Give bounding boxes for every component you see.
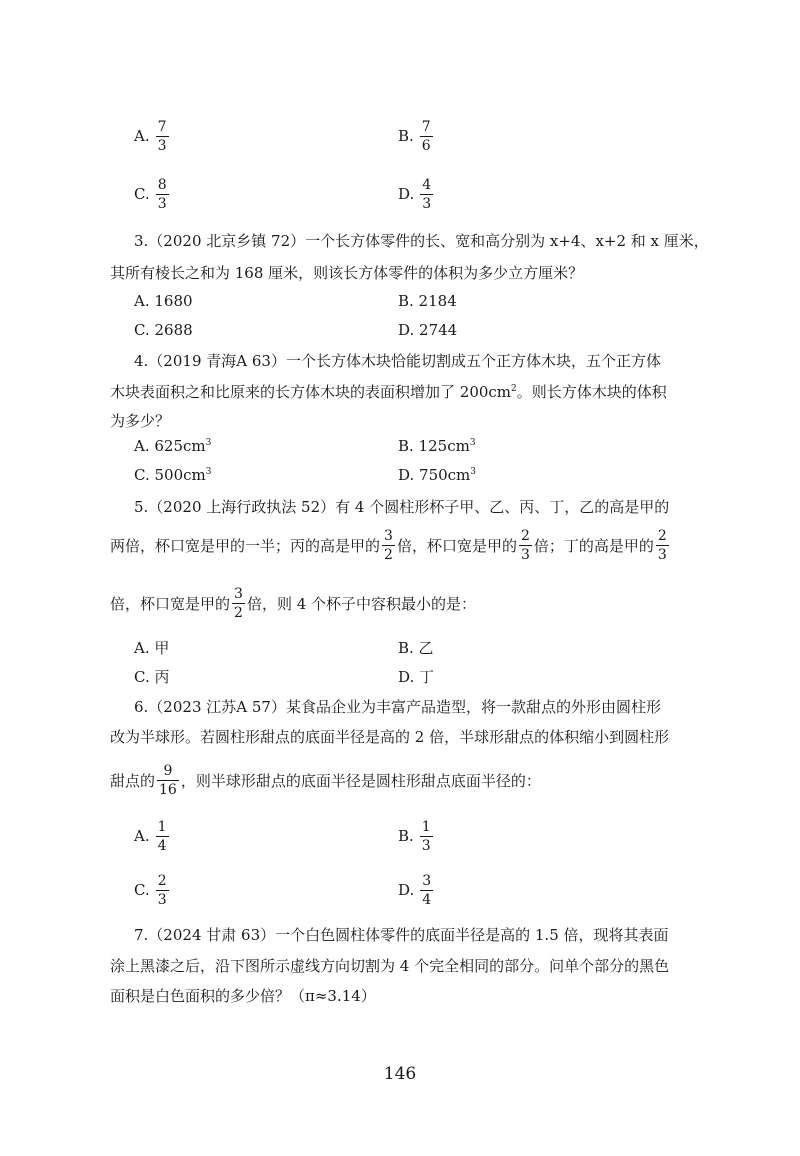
- q4-option-b: B. $125cm^3$: [398, 437, 476, 455]
- fraction: $\frac{3}{4}$: [422, 872, 432, 908]
- q7-stem-line2: 涂上黑漆之后，沿下图所示虚线方向切割为 4 个完全相同的部分。问单个部分的黑色: [110, 957, 670, 975]
- q5-option-a: A. 甲: [134, 639, 170, 657]
- q3-option-a: A. 1680: [134, 292, 193, 310]
- q4-option-d: D. $750cm^3$: [398, 466, 477, 484]
- q6-stem-line1: 6.（2023 江苏A 57）某食品企业为丰富产品造型，将一款甜点的外形由圆柱形: [134, 698, 661, 716]
- fraction: $\frac{3}{2}$: [384, 527, 393, 563]
- q4-option-c: C. $500cm^3$: [134, 466, 212, 484]
- fraction: $\frac{2}{3}$: [657, 527, 667, 563]
- q2-option-b: B. $\frac{7}{6}$: [398, 118, 431, 154]
- q5-stem-line3: 倍，杯口宽是甲的 $\frac{3}{2}$ 倍，则 4 个杯子中容积最小的是：: [110, 585, 477, 621]
- q4-stem-line2: 木块表面积之和比原来的长方体木块的表面积增加了 $200cm^2$。则长方体木块的体积: [110, 383, 667, 401]
- q6-option-b: B. $\frac{1}{3}$: [398, 818, 431, 854]
- fraction: $\frac{1}{4}$: [157, 818, 167, 854]
- page-number: 146: [383, 1064, 417, 1084]
- q3-option-c: C. 2688: [134, 321, 193, 339]
- q6-option-d: D. $\frac{3}{4}$: [398, 872, 432, 908]
- q5-option-c: C. 丙: [134, 668, 170, 686]
- q2-option-d: D. $\frac{4}{3}$: [398, 176, 432, 212]
- fraction: $\frac{4}{3}$: [422, 176, 432, 212]
- fraction: $\frac{8}{3}$: [157, 176, 167, 212]
- fraction: $\frac{7}{6}$: [421, 118, 431, 154]
- fraction: $\frac{7}{3}$: [157, 118, 167, 154]
- q5-stem-line1: 5.（2020 上海行政执法 52）有 4 个圆柱形杯子甲、乙、丙、丁，乙的高是甲的: [134, 498, 670, 516]
- q6-option-c: C. $\frac{2}{3}$: [134, 872, 167, 908]
- q4-stem-line1: 4.（2019 青海A 63）一个长方体木块恰能切割成五个正方体木块，五个正方体: [134, 352, 661, 370]
- fraction: $\frac{2}{3}$: [520, 527, 530, 563]
- q3-option-b: B. 2184: [398, 292, 457, 310]
- q4-stem-line3: 为多少？: [110, 412, 171, 430]
- q6-option-a: A. $\frac{1}{4}$: [134, 818, 167, 854]
- q2-option-c: C. $\frac{8}{3}$: [134, 176, 167, 212]
- fraction: $\frac{2}{3}$: [157, 872, 167, 908]
- fraction: $\frac{1}{3}$: [421, 818, 431, 854]
- q7-stem-line1: 7.（2024 甘肃 63）一个白色圆柱体零件的底面半径是高的 1.5 倍，现将其表面: [134, 926, 669, 944]
- q6-stem-line3: 甜点的 $\frac{9}{16}$ ，则半球形甜点的底面半径是圆柱形甜点底面半径的：: [110, 762, 541, 798]
- fraction: $\frac{3}{2}$: [234, 585, 243, 621]
- q3-option-d: D. 2744: [398, 321, 458, 339]
- q3-stem-line1: 3.（2020 北京乡镇 72）一个长方体零件的长、宽和高分别为 x+4、x+2 和 x 厘米，: [134, 232, 709, 250]
- q4-option-a: A. $625cm^3$: [134, 437, 212, 455]
- q2-option-a: A. $\frac{7}{3}$: [134, 118, 167, 154]
- fraction: $\frac{9}{16}$: [159, 762, 177, 798]
- q5-option-d: D. 丁: [398, 668, 435, 686]
- q3-stem-line2: 其所有棱长之和为 168 厘米，则该长方体零件的体积为多少立方厘米？: [110, 264, 584, 282]
- q5-option-b: B. 乙: [398, 639, 434, 657]
- q6-stem-line2: 改为半球形。若圆柱形甜点的底面半径是高的 2 倍，半球形甜点的体积缩小到圆柱形: [110, 728, 670, 746]
- q7-stem-line3: 面积是白色面积的多少倍？（π≈3.14）: [110, 987, 376, 1005]
- q5-stem-line2: 两倍，杯口宽是甲的一半；丙的高是甲的 $\frac{3}{2}$ 倍，杯口宽是甲的 $\frac{2}{3}$ 倍；丁的高是甲的 $\frac{2}{3}$: [110, 527, 667, 563]
